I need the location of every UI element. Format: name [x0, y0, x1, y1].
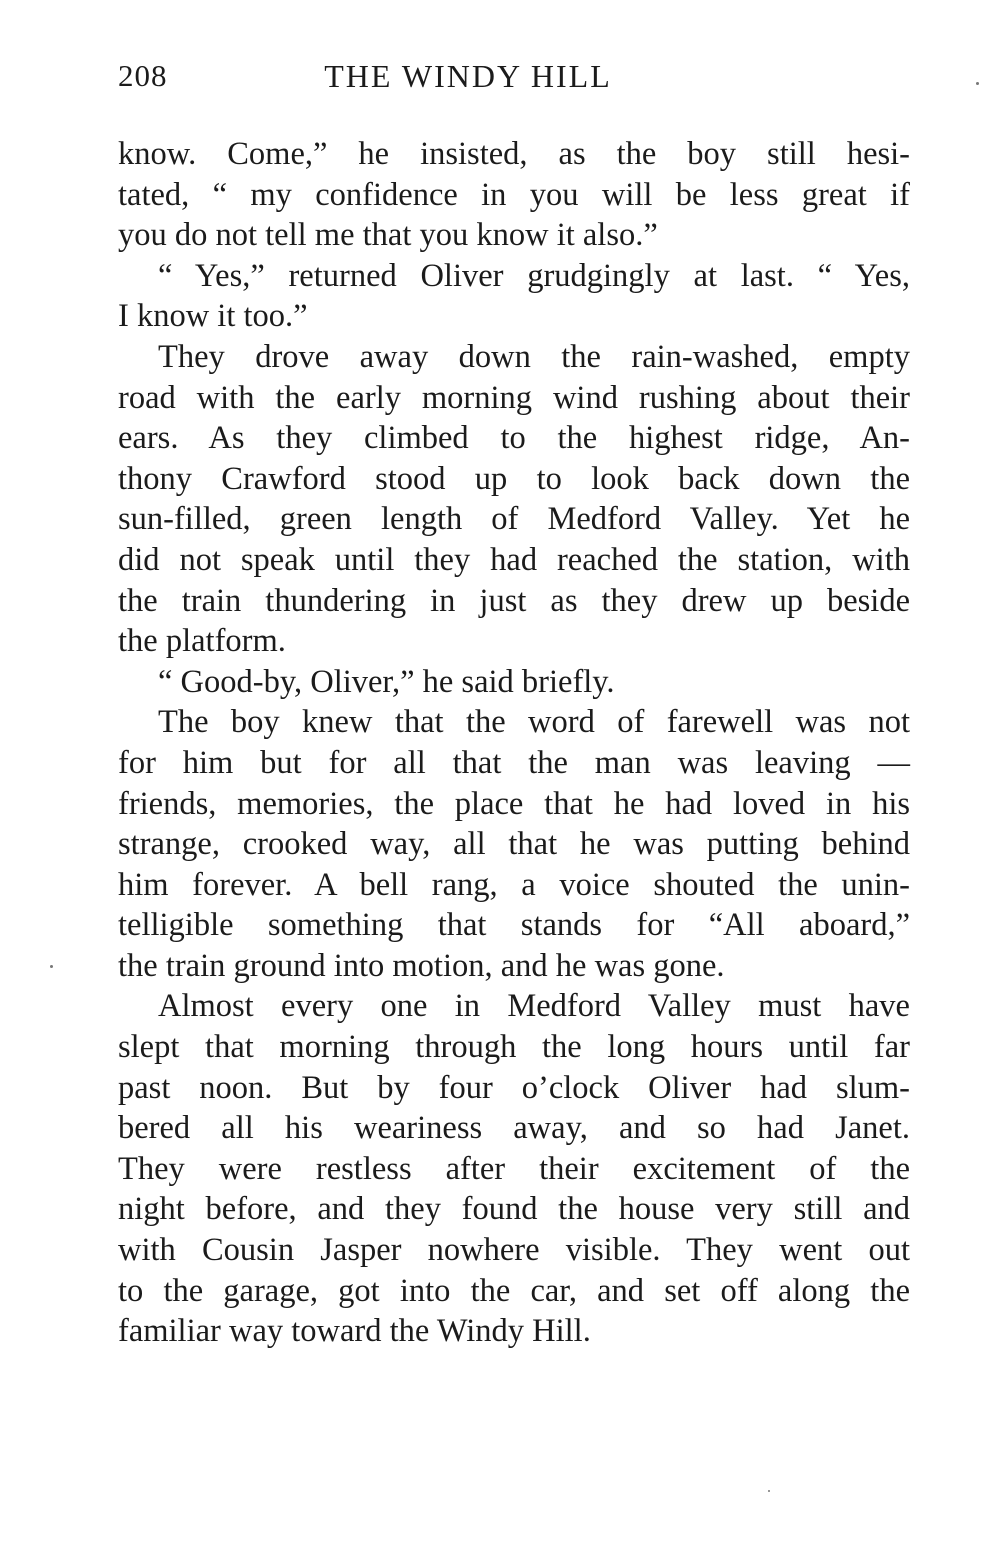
paper-speck — [50, 965, 53, 968]
text-line: past noon. But by four o’clock Oliver had slum- — [118, 1069, 910, 1106]
text-line: The boy knew that the word of farewell was not — [158, 704, 910, 741]
text-line: him forever. A bell rang, a voice shouted the unin- — [118, 866, 910, 903]
text-line: “ Good-by, Oliver,” he said briefly. — [158, 663, 615, 700]
text-line: the train thundering in just as they drew up beside — [118, 582, 910, 619]
text-line: bered all his weariness away, and so had Janet. — [118, 1110, 910, 1147]
text-line: night before, and they found the house very still and — [118, 1191, 910, 1228]
text-line: ears. As they climbed to the highest ridge, An- — [118, 420, 910, 457]
page-header — [118, 58, 908, 102]
text-line: you do not tell me that you know it also.” — [118, 217, 658, 254]
text-line: “ Yes,” returned Oliver grudgingly at last. “ Yes, — [158, 257, 910, 294]
paragraph — [118, 662, 910, 703]
running-head: THE WINDY HILL — [324, 58, 612, 94]
text-line: for him but for all that the man was leaving — — [118, 744, 910, 781]
paragraph — [118, 702, 910, 986]
text-line: to the garage, got into the car, and set off along the — [118, 1272, 910, 1309]
text-line: thony Crawford stood up to look back down the — [118, 460, 910, 497]
text-line: know. Come,” he insisted, as the boy still hesi- — [118, 136, 910, 172]
text-line: I know it too.” — [118, 298, 308, 335]
text-line: the platform. — [118, 623, 286, 660]
text-line: slept that morning through the long hours until far — [118, 1029, 910, 1066]
text-line: tated, “ my confidence in you will be less great if — [118, 176, 910, 213]
text-line: They drove away down the rain-washed, empty — [158, 338, 910, 375]
text-line: familiar way toward the Windy Hill. — [118, 1313, 591, 1350]
text-line: with Cousin Jasper nowhere visible. They went out — [118, 1232, 910, 1269]
text-line: strange, crooked way, all that he was putting behind — [118, 826, 910, 863]
text-line: They were restless after their excitement of the — [118, 1150, 910, 1187]
text-line: road with the early morning wind rushing about their — [118, 379, 910, 416]
page-number: 208 — [118, 58, 168, 93]
text-line: did not speak until they had reached the station, with — [118, 541, 910, 578]
paragraph — [118, 337, 910, 662]
text-line: Almost every one in Medford Valley must have — [158, 988, 910, 1025]
paper-speck — [976, 82, 979, 85]
paper-speck — [768, 1490, 770, 1492]
text-line: the train ground into motion, and he was gone. — [118, 947, 725, 984]
text-line: sun-filled, green length of Medford Valley. Yet he — [118, 501, 910, 538]
paragraph — [118, 986, 910, 1351]
text-line: friends, memories, the place that he had loved in his — [118, 785, 910, 822]
paragraph — [118, 134, 910, 256]
text-line: telligible something that stands for “All aboard,” — [118, 907, 910, 944]
paragraph — [118, 256, 910, 337]
body-text — [118, 134, 910, 1352]
